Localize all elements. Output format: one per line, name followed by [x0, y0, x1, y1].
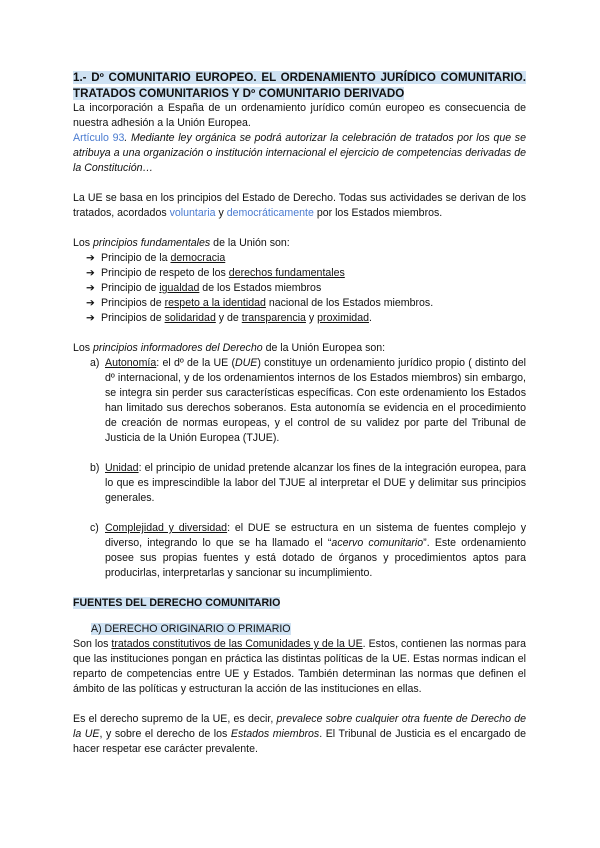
article-text: . Mediante ley orgánica se podrá autorizar la celebración de tratados por los que se atribuya a una organización o institución internacional el ejercicio de competencias derivadas de la Constitución… — [73, 132, 526, 174]
keyword-voluntaria: voluntaria — [169, 207, 216, 219]
list-item: ➔ Principio de la democracia — [86, 252, 226, 264]
article-93-paragraph — [73, 131, 526, 176]
article-label: Artículo 93 — [73, 132, 125, 144]
intro-paragraph: La incorporación a España de un ordenamiento jurídico común europeo es consecuencia de nuestra adhesión a la Unión Europea. — [73, 102, 526, 129]
principios-intro: Los principios fundamentales de la Unión son: — [73, 237, 290, 249]
arrow-icon: ➔ — [86, 297, 95, 309]
list-item: ➔ Principio de respeto de los derechos fundamentales — [86, 267, 345, 279]
list-item: ➔ Principio de igualdad de los Estados miembros — [86, 282, 322, 294]
fuentes-paragraph-2: Es el derecho supremo de la UE, es decir, prevalece sobre cualquier otra fuente de Derecho de la UE, y sobre el derecho de los Estados miembros. El Tribunal de Justicia es el encargado de hacer respetar ese carácter prevalente. — [73, 713, 527, 755]
list-item-autonomia: a) Autonomía: el dº de la UE (DUE) constituye un ordenamiento jurídico propio ( distinto del dº internacional, y de los ordenamientos internos de los Estados miembros) sin embargo, se integra sin perder sus características específicas. Con este ordenamiento los Estados han limitado sus derechos soberanos. Esta autonomía se evidencia en el procedimiento de creación de normas europeas, y el control de su validez por parte del Tribunal de Justicia de la Unión Europea (TJUE). — [90, 357, 526, 444]
list-item-complejidad: c) Complejidad y diversidad: el DUE se estructura en un sistema de fuentes complejo y diverso, integrando lo que se ha llamado el “acervo comunitario”. Este ordenamiento posee sus propias fuentes y está dotado de órganos y procedimientos aptos para producirlas, interpretarlas y sancionar su incumplimiento. — [90, 522, 527, 579]
informadores-intro: Los principios informadores del Derecho de la Unión Europea son: — [73, 342, 386, 354]
informadores-list — [73, 356, 526, 581]
arrow-icon: ➔ — [86, 252, 95, 264]
list-item-unidad: b) Unidad: el principio de unidad pretende alcanzar los fines de la integración europea, para lo que es imprescindible la labor del TJUE al interpretar el DUE y delimitar sus principios generales. — [90, 462, 526, 504]
arrow-icon: ➔ — [86, 267, 95, 279]
fuentes-paragraph-1: Son los tratados constitutivos de las Comunidades y de la UE. Estos, contienen las normas para que las instituciones pongan en práctica las distintas políticas de la UE. Estas normas indican el reparto de competencias entre UE y Estados. También determinan las normas que definen el ámbito de las políticas y estructuran la acción de las instituciones en ellas. — [73, 638, 526, 695]
arrow-icon: ➔ — [86, 312, 95, 324]
ue-paragraph: La UE se basa en los principios del Estado de Derecho. Todas sus actividades se derivan de los tratados, acordados voluntaria y democráticamente por los Estados miembros. — [73, 192, 526, 219]
keyword-democraticamente: democráticamente — [226, 207, 314, 219]
list-item: ➔ Principios de solidaridad y de transparencia y proximidad. — [86, 312, 372, 324]
page-title: 1.- Dº COMUNITARIO EUROPEO. EL ORDENAMIENTO JURÍDICO COMUNITARIO. TRATADOS COMUNITARIOS Y Dº COMUNITARIO DERIVADO — [73, 71, 526, 100]
principios-list — [73, 251, 526, 326]
arrow-icon: ➔ — [86, 282, 95, 294]
document-page — [73, 70, 526, 757]
list-item: ➔ Principios de respeto a la identidad nacional de los Estados miembros. — [86, 297, 434, 309]
section-heading-fuentes: FUENTES DEL DERECHO COMUNITARIO — [73, 597, 281, 609]
subsection-heading-originario: A) DERECHO ORIGINARIO O PRIMARIO — [91, 623, 291, 635]
